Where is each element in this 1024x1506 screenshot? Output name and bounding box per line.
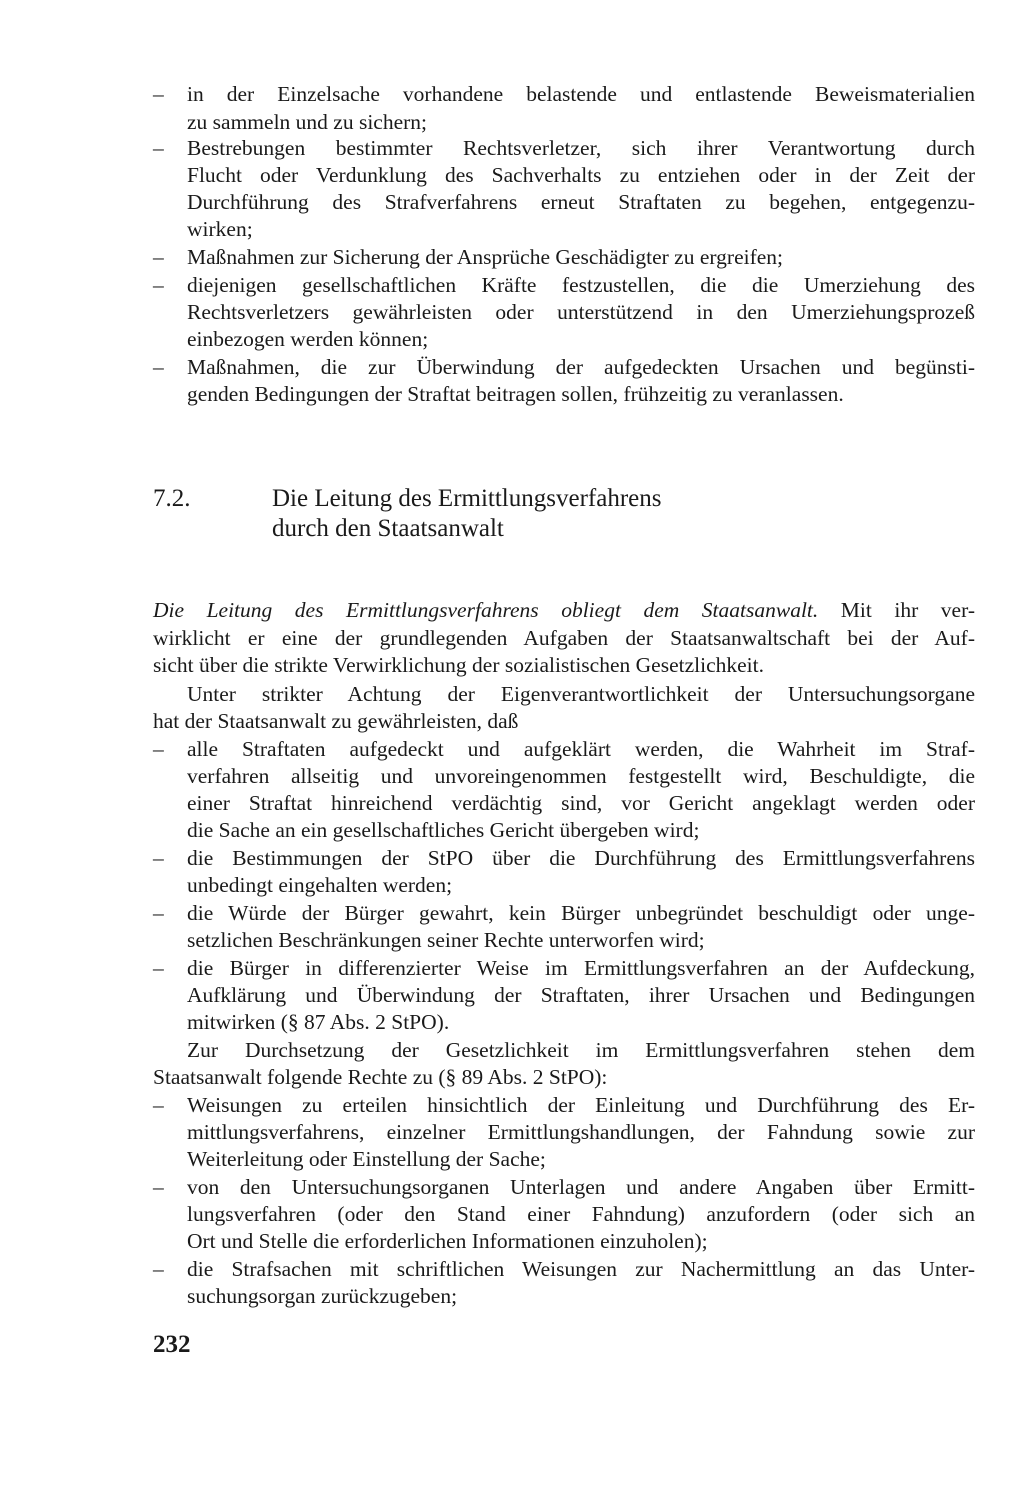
list-item-line: Weisungen zu erteilen hinsichtlich der Einleitung und Durchführung des Er- xyxy=(187,1093,975,1117)
list-item-line: Bestrebungen bestimmter Rechtsverletzer, sich ihrer Verantwortung durch xyxy=(187,136,975,160)
list-item-line: die Bestimmungen der StPO über die Durchführung des Ermittlungsverfahrens xyxy=(187,846,975,870)
list-item-line: die Sache an ein gesellschaftliches Gericht übergeben wird; xyxy=(187,818,700,842)
list-dash: – xyxy=(153,245,164,269)
list-item-line: einer Straftat hinreichend verdächtig sind, vor Gericht angeklagt werden oder xyxy=(187,791,975,815)
list-item-line: lungsverfahren (oder den Stand einer Fahndung) anzufordern (oder sich an xyxy=(187,1202,975,1226)
paragraph-2-line: hat der Staatsanwalt zu gewährleisten, daß xyxy=(153,709,519,733)
paragraph-3-line: Staatsanwalt folgende Rechte zu (§ 89 Abs. 2 StPO): xyxy=(153,1065,608,1089)
list-dash: – xyxy=(153,136,164,160)
list-dash: – xyxy=(153,1257,164,1281)
list-dash: – xyxy=(153,1093,164,1117)
list-item-line: die Strafsachen mit schriftlichen Weisungen zur Nachermittlung an das Unter- xyxy=(187,1257,975,1281)
paragraph-1-line: sicht über die strikte Verwirklichung der sozialistischen Gesetzlichkeit. xyxy=(153,653,764,677)
list-item-line: zu sammeln und zu sichern; xyxy=(187,110,428,134)
section-title-line2: durch den Staatsanwalt xyxy=(272,515,504,542)
list-item-line: Aufklärung und Überwindung der Straftaten, ihrer Ursachen und Bedingungen xyxy=(187,983,975,1007)
list-item-line: Flucht oder Verdunklung des Sachverhalts zu entziehen oder in der Zeit der xyxy=(187,163,975,187)
paragraph-1-line: wirklicht er eine der grundlegenden Aufgaben der Staatsanwaltschaft bei der Auf- xyxy=(153,626,975,650)
list-item-line: setzlichen Beschränkungen seiner Rechte unterworfen wird; xyxy=(187,928,705,952)
paragraph-1-emphasis: Die Leitung des Ermittlungsverfahrens obliegt dem Staatsanwalt. xyxy=(153,598,819,622)
paragraph-2-line: Unter strikter Achtung der Eigenverantwortlichkeit der Untersuchungsorgane xyxy=(187,682,975,706)
list-item-line: unbedingt eingehalten werden; xyxy=(187,873,453,897)
list-dash: – xyxy=(153,901,164,925)
list-item-line: einbezogen werden können; xyxy=(187,327,429,351)
list-item-line: verfahren allseitig und unvoreingenommen festgestellt wird, Beschuldigte, die xyxy=(187,764,975,788)
list-item-line: Weiterleitung oder Einstellung der Sache; xyxy=(187,1147,546,1171)
list-item-line: Maßnahmen, die zur Überwindung der aufgedeckten Ursachen und begünsti- xyxy=(187,355,975,379)
list-item-line: mittlungsverfahrens, einzelner Ermittlungshandlungen, der Fahndung sowie zur xyxy=(187,1120,975,1144)
section-number: 7.2. xyxy=(153,485,191,512)
section-title-line1: Die Leitung des Ermittlungsverfahrens xyxy=(272,485,662,512)
list-dash: – xyxy=(153,82,164,106)
paragraph-3-line: Zur Durchsetzung der Gesetzlichkeit im Ermittlungsverfahren stehen dem xyxy=(187,1038,975,1062)
list-dash: – xyxy=(153,956,164,980)
list-dash: – xyxy=(153,1175,164,1199)
list-item-line: Rechtsverletzers gewährleisten oder unterstützend in den Umerziehungsprozeß xyxy=(187,300,975,324)
list-item-line: alle Straftaten aufgedeckt und aufgeklärt werden, die Wahrheit im Straf- xyxy=(187,737,975,761)
list-item-line: die Würde der Bürger gewahrt, kein Bürger unbegründet beschuldigt oder unge- xyxy=(187,901,975,925)
list-item-line: in der Einzelsache vorhandene belastende und entlastende Beweismaterialien xyxy=(187,82,975,106)
list-dash: – xyxy=(153,846,164,870)
list-dash: – xyxy=(153,355,164,379)
list-item-line: die Bürger in differenzierter Weise im Ermittlungsverfahren an der Aufdeckung, xyxy=(187,956,975,980)
page-number: 232 xyxy=(153,1331,191,1358)
list-item-line: genden Bedingungen der Straftat beitragen sollen, frühzeitig zu veranlassen. xyxy=(187,382,844,406)
list-item-line: suchungsorgan zurückzugeben; xyxy=(187,1284,458,1308)
list-item-line: Ort und Stelle die erforderlichen Informationen einzuholen); xyxy=(187,1229,708,1253)
paragraph-1-line xyxy=(153,596,975,624)
list-item-line: wirken; xyxy=(187,217,253,241)
list-dash: – xyxy=(153,737,164,761)
list-item-line: Durchführung des Strafverfahrens erneut Straftaten zu begehen, entgegenzu- xyxy=(187,190,975,214)
paragraph-1-rest: Mit ihr ver- xyxy=(818,598,975,622)
list-item-line: mitwirken (§ 87 Abs. 2 StPO). xyxy=(187,1010,450,1034)
list-item-line: Maßnahmen zur Sicherung der Ansprüche Geschädigter zu ergreifen; xyxy=(187,245,784,269)
list-item-line: von den Untersuchungsorganen Unterlagen und andere Angaben über Ermitt- xyxy=(187,1175,975,1199)
list-item-line: diejenigen gesellschaftlichen Kräfte festzustellen, die die Umerziehung des xyxy=(187,273,975,297)
list-dash: – xyxy=(153,273,164,297)
